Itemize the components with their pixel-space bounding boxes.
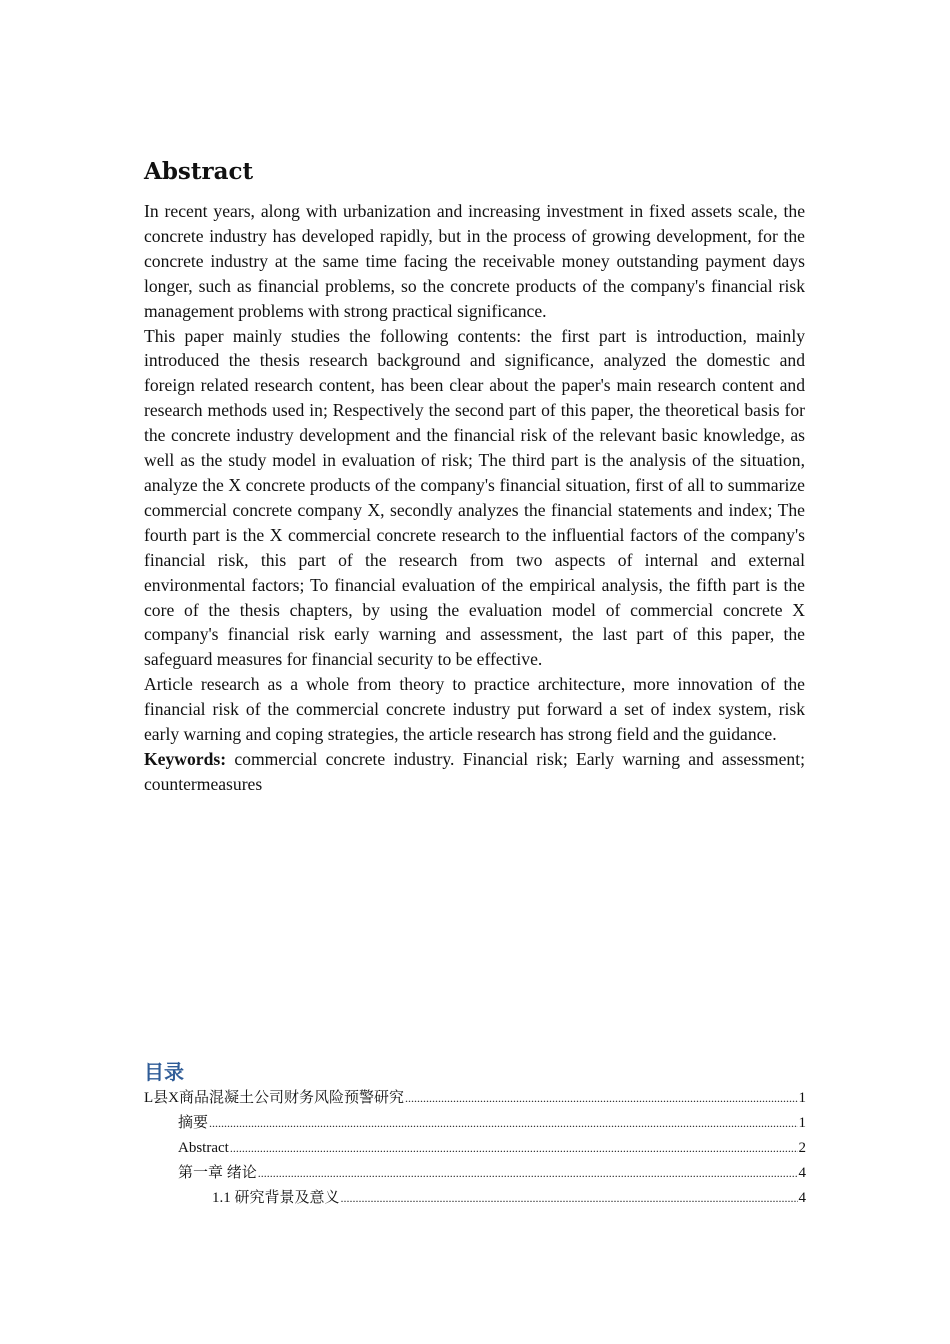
abstract-body xyxy=(144,199,805,797)
toc-dot-leader xyxy=(258,1161,798,1186)
toc-entry-chinese-abstract[interactable] xyxy=(144,1111,806,1136)
toc-page-number: 1 xyxy=(798,1090,806,1106)
abstract-paragraph-3: Article research as a whole from theory to practice architecture, more innovation of the financial risk of the commercial concrete industry put forward a set of index system, risk early warning and coping strategies, the article research has strong field and the guidance. xyxy=(144,674,805,745)
toc-page-number: 4 xyxy=(798,1165,806,1181)
toc-dot-leader xyxy=(341,1186,798,1211)
toc-entry-thesis-title[interactable] xyxy=(144,1086,806,1111)
table-of-contents xyxy=(144,1086,806,1211)
toc-entry-label: L县X商品混凝土公司财务风险预警研究 xyxy=(144,1090,404,1106)
toc-heading: 目录 xyxy=(144,1060,184,1084)
abstract-paragraph-2: This paper mainly studies the following contents: the first part is introduction, mainly introduced the thesis research background and significance, analyzed the domestic and foreign related research content, has been clear about the paper's main research content and research methods used in; Respectively the second part of this paper, the theoretical basis for the concrete industry development and the financial risk of the relevant basic knowledge, as well as the study model in evaluation of risk; The third part is the analysis of the situation, analyze the X concrete products of the company's financial situation, first of all to summarize commercial concrete company X, secondly analyzes the financial statements and index; The fourth part is the X commercial concrete research to the influential factors of the company's financial risk, this part of the research from two aspects of internal and external environmental factors; To financial evaluation of the empirical analysis, the fifth part is the core of the thesis chapters, by using the evaluation model of commercial concrete X company's financial risk early warning and assessment, the last part of this paper, the safeguard measures for financial security to be effective. xyxy=(144,325,805,670)
keywords-label: Keywords: xyxy=(144,748,227,769)
toc-entry-abstract[interactable] xyxy=(144,1136,806,1161)
keywords-line xyxy=(144,747,805,797)
toc-dot-leader xyxy=(230,1136,798,1161)
toc-entry-label: 第一章 绪论 xyxy=(178,1165,257,1181)
toc-entry-label: 摘要 xyxy=(178,1115,209,1131)
keywords-text: commercial concrete industry. Financial risk; Early warning and assessment; countermeasures xyxy=(144,748,805,794)
toc-page-number: 2 xyxy=(798,1140,806,1156)
toc-entry-chapter-1[interactable] xyxy=(144,1161,806,1186)
toc-entry-section-1-1[interactable] xyxy=(144,1186,806,1211)
toc-entry-label: 1.1 研究背景及意义 xyxy=(212,1190,340,1206)
abstract-paragraph-1: In recent years, along with urbanization and increasing investment in fixed assets scale, the concrete industry has developed rapidly, but in the process of growing development, for the concrete industry at the same time facing the receivable money outstanding payment days longer, such as financial problems, so the concrete products of the company's financial risk management problems with strong practical significance. xyxy=(144,201,805,321)
toc-page-number: 4 xyxy=(798,1190,806,1206)
toc-dot-leader xyxy=(405,1086,798,1111)
abstract-heading: Abstract xyxy=(144,158,254,185)
toc-dot-leader xyxy=(209,1111,797,1136)
toc-page-number: 1 xyxy=(798,1115,806,1131)
toc-entry-label: Abstract xyxy=(178,1140,229,1156)
